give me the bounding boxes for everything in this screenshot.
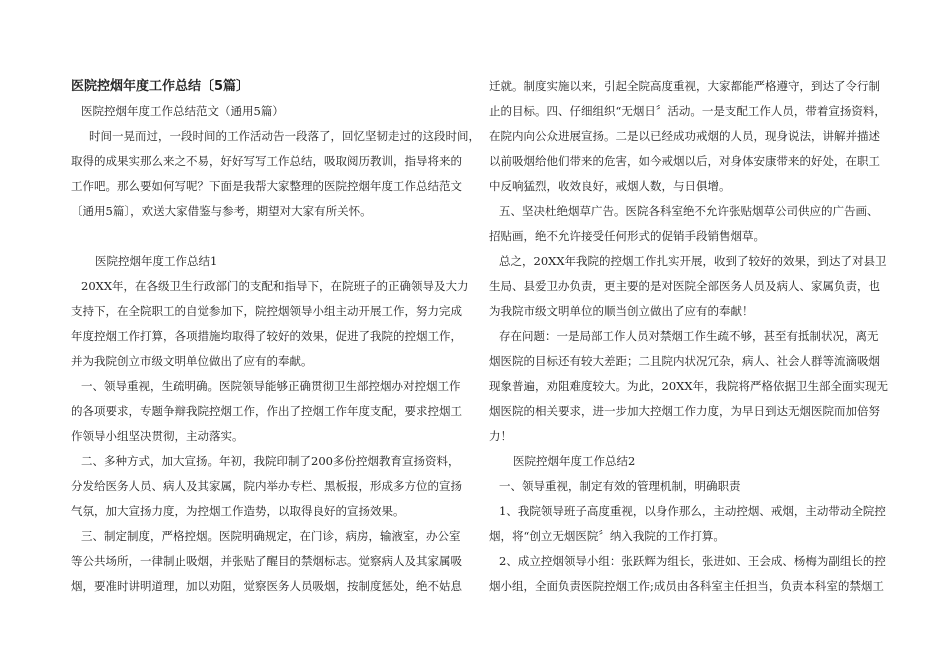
text-line: 并为我院创立市级文明单位做出了应有的奉献。 — [71, 354, 313, 368]
text-line: 1、我院领导班子高度重视，以身作那么，主动控烟、戒烟，主动带动全院控 — [499, 504, 886, 518]
text-line: 招贴画，绝不允许接受任何形式的促销手段销售烟草。 — [489, 229, 765, 243]
text-line: 工作吧。那么要如何写呢？下面是我帮大家整理的医院控烟年度工作总结范文 — [71, 179, 462, 193]
text-line: 三、制定制度，严格控烟。医院明确规定，在门诊，病房，输液室，办公室 — [81, 529, 461, 543]
text-line: 力！ — [489, 429, 512, 443]
text-line: 分发给医务人员、病人及其家属，院内举办专栏、黑板报，形成多方位的宣扬 — [71, 479, 462, 493]
text-line: 的各项要求，专题争辩我院控烟工作，作出了控烟工作年度支配，要求控烟工 — [71, 404, 462, 418]
text-line: 止的目标。四、仔细组织“无烟日〞活动。一是支配工作人员，带着宣扬资料， — [489, 104, 886, 118]
text-line: 一、领导重视，制定有效的管理机制，明确职责 — [499, 479, 741, 493]
text-line: 现象普遍，劝阻难度较大。为此，20XX年，我院将严格依据卫生部全面实现无 — [489, 379, 889, 393]
text-line: 20XX年，在各级卫生行政部门的支配和指导下，在院班子的正确领导及大力 — [81, 279, 469, 293]
text-line: 烟，将“创立无烟医院〞纳入我院的工作打算。 — [489, 529, 725, 543]
text-line: 年度控烟工作打算，各项措施均取得了较好的效果，促进了我院的控烟工作， — [71, 329, 462, 343]
text-line: 取得的成果实那么来之不易，好好写写工作总结，吸取阅历教训，指导将来的 — [71, 154, 462, 168]
text-line: 存在问题：一是局部工作人员对禁烟工作生疏不够，甚至有抵制状况，离无 — [499, 329, 879, 343]
text-line: 支持下，在全院职工的自觉参加下，院控烟领导小组主动开展工作，努力完成 — [71, 304, 462, 318]
text-line: 〔通用5篇〕，欢送大家借鉴与参考，期望对大家有所关怀。 — [71, 204, 372, 218]
document-title: 医院控烟年度工作总结〔5篇〕 — [71, 79, 250, 94]
text-line: 一、领导重视，生疏明确。医院领导能够正确贯彻卫生部控烟办对控烟工作 — [81, 379, 461, 393]
text-line: 等公共场所，一律制止吸烟，并张贴了醒目的禁烟标志。觉察病人及其家属吸 — [71, 554, 462, 568]
text-line: 中反响猛烈，收效良好，戒烟人数，与日俱增。 — [489, 179, 731, 193]
text-line: 生局、县爱卫办负责，更主要的是对医院全部医务人员及病人、家属负责，也 — [489, 279, 880, 293]
text-line: 总之，20XX年我院的控烟工作扎实开展，收到了较好的效果，到达了对县卫 — [499, 254, 887, 268]
text-line: 医院控烟年度工作总结2 — [513, 454, 636, 468]
text-line: 医院控烟年度工作总结1 — [95, 254, 218, 268]
text-line: 作领导小组坚决贯彻，主动落实。 — [71, 429, 244, 443]
text-line: 迁就。制度实施以来，引起全院高度重视，大家都能严格遵守，到达了令行制 — [489, 79, 880, 93]
text-line: 2、成立控烟领导小组：张跃辉为组长，张进如、王会成、杨梅为副组长的控 — [499, 554, 886, 568]
text-line: 气氛，加大宣扬力度，为控烟工作造势，以取得良好的宣扬效果。 — [71, 504, 405, 518]
text-line: 时间一晃而过，一段时间的工作活动告一段落了，回忆坚韧走过的这段时间， — [89, 129, 480, 143]
text-line: 医院控烟年度工作总结范文（通用5篇） — [81, 104, 284, 118]
text-line: 烟，要准时讲明道理，加以劝阻，觉察医务人员吸烟，按制度惩处，绝不姑息 — [71, 579, 462, 593]
text-line: 烟小组，全面负责医院控烟工作;成员由各科室主任担当，负责本科室的禁烟工 — [489, 579, 884, 593]
text-line: 二、多种方式，加大宣扬。年初，我院印制了200多份控烟教育宣扬资料， — [81, 454, 460, 468]
text-line: 五、坚决杜绝烟草广告。医院各科室绝不允许张贴烟草公司供应的广告画、 — [499, 204, 879, 218]
text-line: 烟医院的目标还有较大差距；二且院内状况冗杂，病人、社会人群等流滴吸烟 — [489, 354, 880, 368]
text-line: 以前吸烟给他们带来的危害，如今戒烟以后，对身体安康带来的好处，在职工 — [489, 154, 880, 168]
text-line: 在院内向公众进展宣扬。二是以已经成功戒烟的人员，现身说法，讲解并描述 — [489, 129, 880, 143]
text-line: 烟医院的相关要求，进一步加大控烟工作力度，为早日到达无烟医院而加倍努 — [489, 404, 880, 418]
text-line: 为我院市级文明单位的顺当创立做出了应有的奉献！ — [489, 304, 754, 318]
